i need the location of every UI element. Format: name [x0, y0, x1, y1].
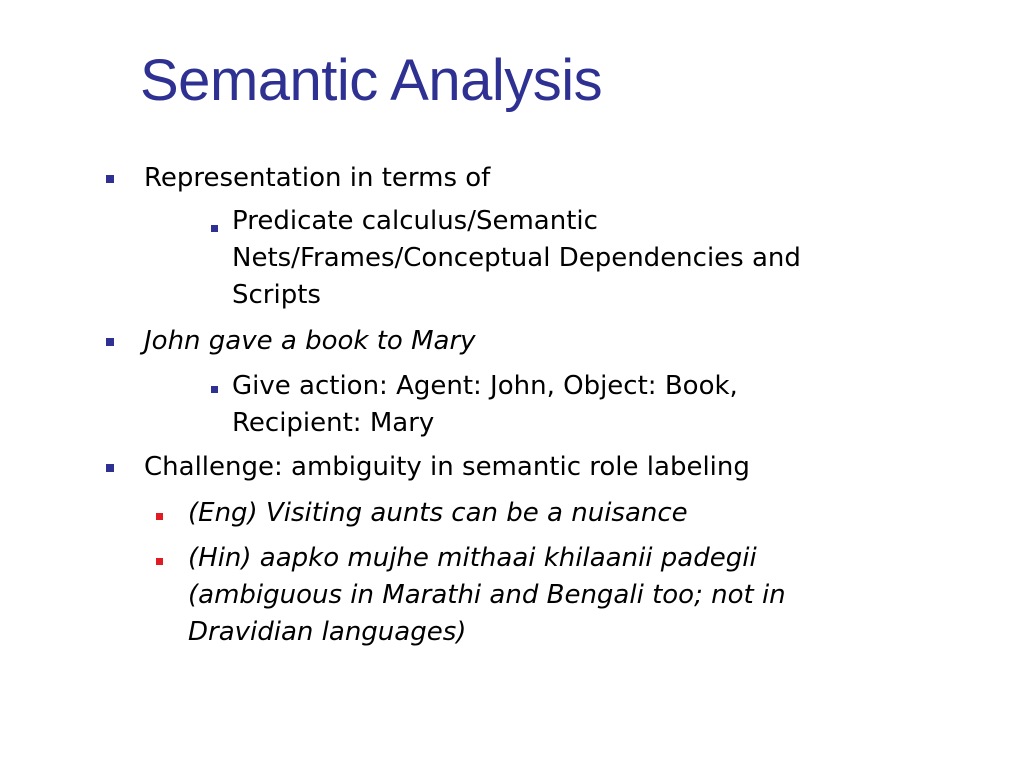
sub-bullet-line: Give action: Agent: John, Object: Book, — [232, 371, 738, 401]
sub-bullet-line: Nets/Frames/Conceptual Dependencies and — [232, 243, 801, 273]
sub-bullet-line: Dravidian languages) — [188, 617, 467, 647]
sub-bullet-formalisms — [232, 203, 801, 314]
sub-bullet-line: Scripts — [232, 280, 321, 310]
bullet-challenge: Challenge: ambiguity in semantic role labeling — [144, 452, 750, 482]
sub-bullet-english-example: (Eng) Visiting aunts can be a nuisance — [188, 498, 688, 528]
sub-bullet-marker-icon — [156, 558, 163, 565]
sub-bullet-line: Recipient: Mary — [232, 408, 435, 438]
sub-bullet-line: (ambiguous in Marathi and Bengali too; not in — [188, 580, 786, 610]
bullet-representation: Representation in terms of — [144, 163, 491, 193]
bullet-example-sentence: John gave a book to Mary — [144, 326, 476, 356]
sub-bullet-marker-icon — [211, 386, 218, 393]
bullet-marker-icon — [106, 175, 114, 183]
bullet-marker-icon — [106, 464, 114, 472]
sub-bullet-marker-icon — [156, 513, 163, 520]
sub-bullet-hindi-example — [188, 540, 786, 651]
sub-bullet-give-action — [232, 368, 738, 442]
sub-bullet-line: (Hin) aapko mujhe mithaai khilaanii padegii — [188, 543, 757, 573]
sub-bullet-marker-icon — [211, 225, 218, 232]
slide-title: Semantic Analysis — [140, 48, 603, 113]
sub-bullet-line: Predicate calculus/Semantic — [232, 206, 598, 236]
bullet-marker-icon — [106, 338, 114, 346]
